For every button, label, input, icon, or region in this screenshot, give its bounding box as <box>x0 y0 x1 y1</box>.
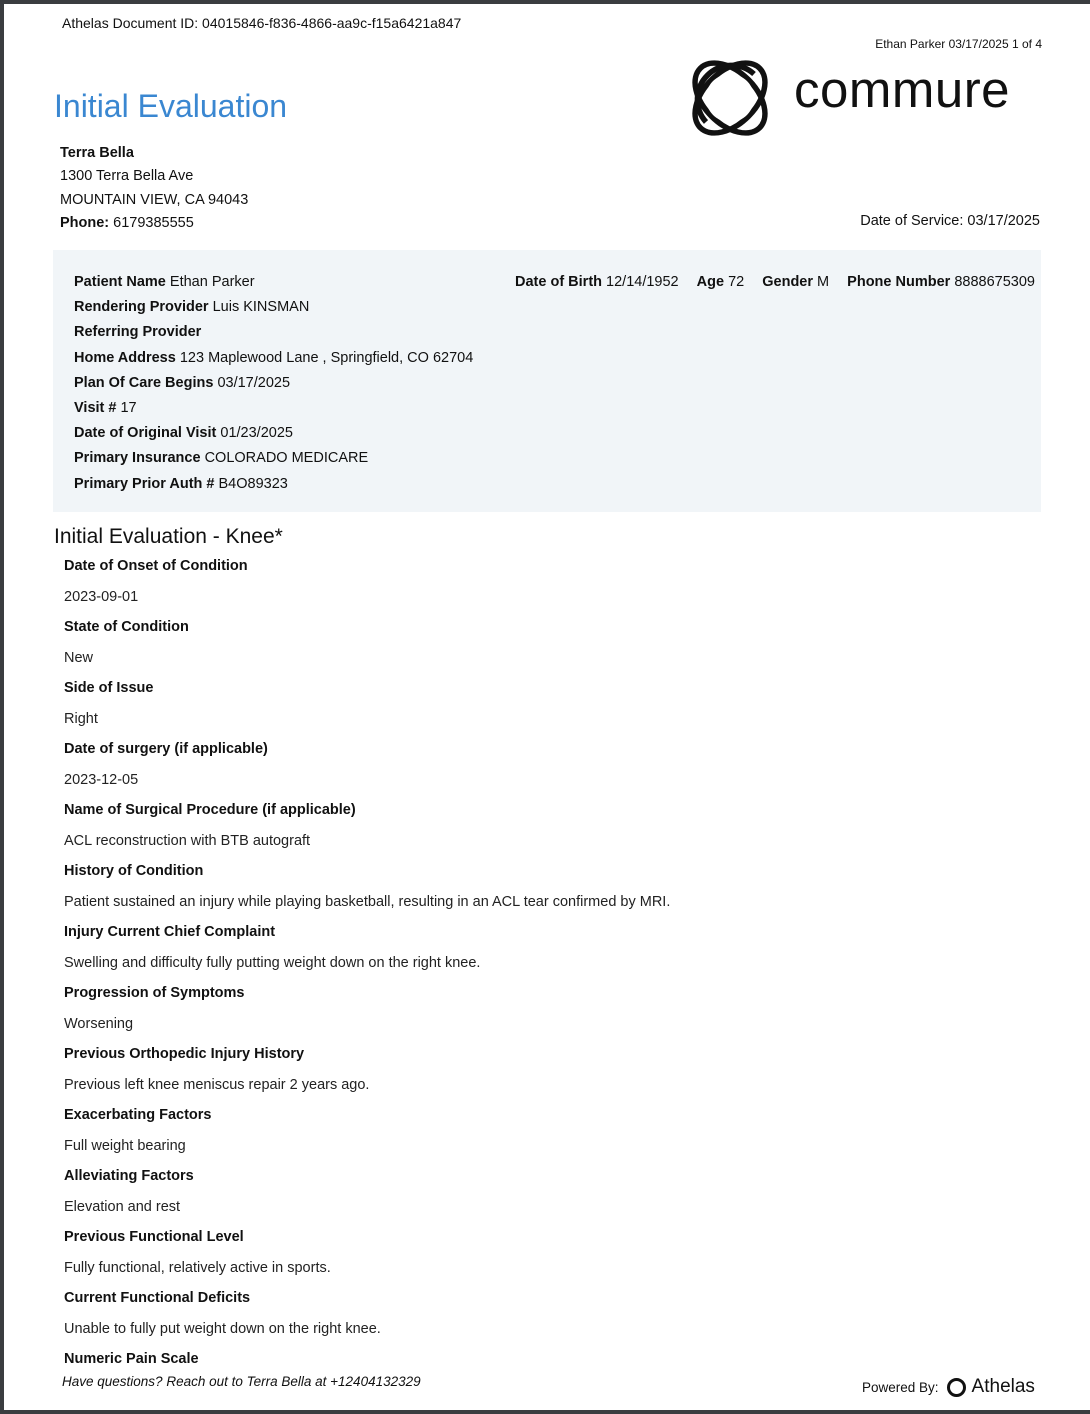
phone-number-field: Phone Number 8888675309 <box>847 274 1035 290</box>
patient-info-left <box>74 270 473 497</box>
field-label-state: State of Condition <box>64 619 189 635</box>
dob-field: Date of Birth 12/14/1952 <box>515 274 679 290</box>
section-title: Initial Evaluation - Knee* <box>54 525 283 548</box>
commure-logo-icon <box>684 52 776 144</box>
age-field: Age 72 <box>696 274 745 290</box>
plan-of-care-row: Plan Of Care Begins 03/17/2025 <box>74 374 291 391</box>
field-label-procedure: Name of Surgical Procedure (if applicable) <box>64 802 356 818</box>
cutoff-field-label: Numeric Pain Scale <box>64 1351 199 1367</box>
field-value-prior-injury: Previous left knee meniscus repair 2 years ago. <box>64 1076 370 1093</box>
footer-contact: Have questions? Reach out to Terra Bella at +12404132329 <box>62 1374 421 1389</box>
clinic-info <box>60 142 248 235</box>
field-label-prev-function: Previous Functional Level <box>64 1229 244 1245</box>
field-value-surgery-date: 2023-12-05 <box>64 771 139 788</box>
field-label-chief-complaint: Injury Current Chief Complaint <box>64 924 276 940</box>
gender-field: Gender M <box>762 274 830 290</box>
field-value-history: Patient sustained an injury while playing basketball, resulting in an ACL tear confirmed by MRI. <box>64 893 671 910</box>
field-value-progression: Worsening <box>64 1015 134 1032</box>
original-visit-row: Date of Original Visit 01/23/2025 <box>74 425 293 442</box>
field-label-history: History of Condition <box>64 863 204 879</box>
powered-by <box>862 1376 1035 1398</box>
field-value-alleviating: Elevation and rest <box>64 1198 181 1215</box>
field-value-state: New <box>64 649 94 666</box>
clinic-phone <box>60 212 248 235</box>
field-label-progression: Progression of Symptoms <box>64 985 245 1001</box>
patient-name-row: Patient Name Ethan Parker <box>74 274 255 290</box>
field-label-onset: Date of Onset of Condition <box>64 558 248 574</box>
evaluation-fields <box>64 555 964 1348</box>
commure-logo-text: commure <box>794 61 1011 118</box>
clinic-address-line2: MOUNTAIN VIEW, CA 94043 <box>60 191 249 208</box>
field-label-exacerbating: Exacerbating Factors <box>64 1107 212 1123</box>
athelas-brand <box>947 1376 1035 1398</box>
commure-logo <box>684 52 1044 144</box>
page-meta: Ethan Parker 03/17/2025 1 of 4 <box>875 37 1042 51</box>
field-value-onset: 2023-09-01 <box>64 588 139 605</box>
page-title: Initial Evaluation <box>54 88 288 124</box>
patient-info-box <box>53 250 1041 512</box>
clinic-phone-value: 6179385555 <box>113 214 194 231</box>
clinic-phone-label: Phone: <box>60 214 110 231</box>
field-label-surgery-date: Date of surgery (if applicable) <box>64 741 268 757</box>
field-value-chief-complaint: Swelling and difficulty fully putting weight down on the right knee. <box>64 954 481 971</box>
field-label-alleviating: Alleviating Factors <box>64 1168 194 1184</box>
date-of-service: Date of Service: 03/17/2025 <box>860 213 1040 229</box>
field-value-prev-function: Fully functional, relatively active in sports. <box>64 1259 331 1276</box>
athelas-logo-icon <box>947 1378 966 1397</box>
document-id: Athelas Document ID: 04015846-f836-4866-aa9c-f15a6421a847 <box>62 15 462 31</box>
field-value-deficits: Unable to fully put weight down on the right knee. <box>64 1320 381 1337</box>
athelas-brand-text: Athelas <box>971 1376 1035 1397</box>
field-value-side: Right <box>64 710 98 727</box>
home-address-row: Home Address 123 Maplewood Lane , Springfield, CO 62704 <box>74 349 474 366</box>
field-value-exacerbating: Full weight bearing <box>64 1137 186 1154</box>
field-label-prior-injury: Previous Orthopedic Injury History <box>64 1046 305 1062</box>
primary-insurance-row: Primary Insurance COLORADO MEDICARE <box>74 450 369 467</box>
document-page <box>4 4 1090 1410</box>
powered-by-label: Powered By: <box>862 1379 939 1395</box>
clinic-address-line1: 1300 Terra Bella Ave <box>60 168 194 185</box>
patient-info-right <box>515 270 1035 295</box>
rendering-provider-row: Rendering Provider Luis KINSMAN <box>74 299 310 316</box>
field-value-procedure: ACL reconstruction with BTB autograft <box>64 832 311 849</box>
referring-provider-row: Referring Provider <box>74 324 202 341</box>
field-label-deficits: Current Functional Deficits <box>64 1290 251 1306</box>
visit-number-row: Visit # 17 <box>74 400 137 417</box>
clinic-name: Terra Bella <box>60 145 134 161</box>
prior-auth-row: Primary Prior Auth # B4O89323 <box>74 475 288 492</box>
field-label-side: Side of Issue <box>64 680 154 696</box>
